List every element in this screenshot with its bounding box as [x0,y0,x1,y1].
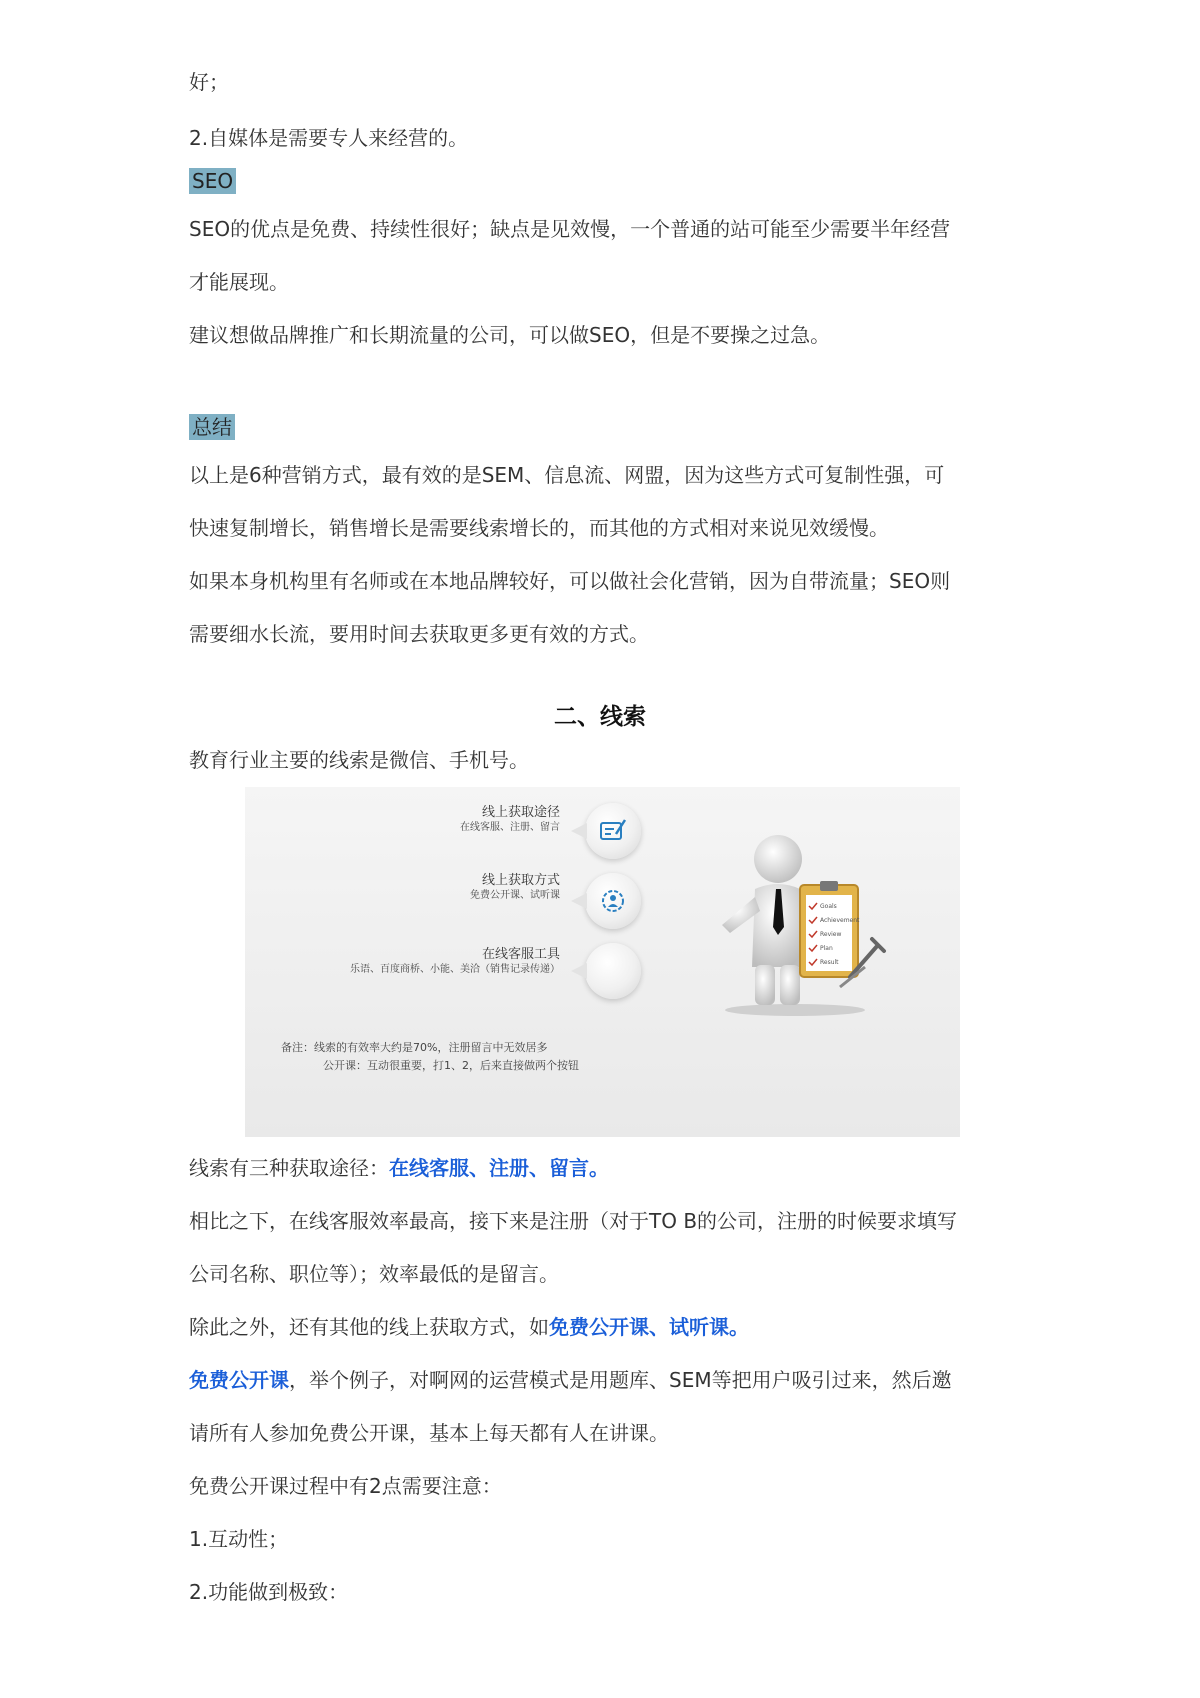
form-edit-icon [598,816,628,846]
seo-heading-label: SEO [189,168,236,194]
text-line: 2.自媒体是需要专人来经营的。 [189,126,469,150]
person-with-clipboard-illustration [700,827,900,1017]
gear-person-icon [598,886,628,916]
clipboard-item: Achievement [820,917,860,924]
text-line: SEO的优点是免费、持续性很好；缺点是见效慢，一个普通的站可能至少需要半年经营 [189,217,951,241]
figure-item-online-methods [470,873,560,903]
seo-heading [189,167,236,195]
highlighted-term: 免费公开课 [189,1368,289,1392]
text-segment: 线索有三种获取途径： [189,1156,389,1180]
clipboard-item: Result [820,959,839,966]
text-line [189,1313,749,1341]
text-segment: 。 [729,1315,749,1339]
highlighted-term: 在线客服、注册、留言 [389,1156,589,1180]
figure-item-title: 在线客服工具 [481,947,560,962]
summary-heading [189,413,235,441]
text-line [189,1366,952,1394]
text-line: 1.互动性； [189,1527,289,1551]
text-line: 请所有人参加免费公开课，基本上每天都有人在讲课。 [189,1421,669,1445]
figure-item-title: 线上获取方式 [481,873,560,888]
text-line: 好； [189,70,229,94]
figure-item-subtitle: 在线客服、注册、留言 [460,822,560,833]
text-line: 如果本身机构里有名师或在本地品牌较好，可以做社会化营销，因为自带流量；SEO则 [189,569,951,593]
clipboard-item: Plan [820,945,833,952]
text-line: 公司名称、职位等）；效率最低的是留言。 [189,1262,559,1286]
clipboard-item: Review [820,931,842,938]
text-line: 建议想做品牌推广和长期流量的公司，可以做SEO，但是不要操之过急。 [189,323,831,347]
figure-item-chat-tools [350,947,560,977]
summary-heading-label: 总结 [189,414,235,440]
figure-note: 备注：线索的有效率大约是70%，注册留言中无效居多 [281,1041,548,1054]
text-line: 相比之下，在线客服效率最高，接下来是注册（对于TO B的公司，注册的时候要求填写 [189,1209,958,1233]
section-title: 二、线索 [554,704,646,730]
figure-note: 公开课：互动很重要，打1、2，后来直接做两个按钮 [323,1059,579,1072]
gear-person-icon-bubble [585,873,641,929]
clipboard-item: Goals [820,903,837,910]
empty-bubble [585,943,641,999]
text-line: 2.功能做到极致： [189,1580,349,1604]
highlighted-term: 免费公开课、试听课 [549,1315,729,1339]
figure-item-title: 线上获取途径 [481,805,560,820]
text-segment: 除此之外，还有其他的线上获取方式，如 [189,1315,549,1339]
form-icon-bubble [585,803,641,859]
text-line: 免费公开课过程中有2点需要注意： [189,1474,502,1498]
intro-line: 教育行业主要的线索是微信、手机号。 [189,748,529,772]
text-segment: 。 [589,1156,609,1180]
text-line: 以上是6种营销方式，最有效的是SEM、信息流、网盟，因为这些方式可复制性强，可 [189,463,945,487]
figure-item-subtitle: 乐语、百度商桥、小能、美洽（销售记录传递） [350,964,560,975]
figure-item-online-channels [460,805,560,835]
figure-item-subtitle: 免费公开课、试听课 [470,890,560,901]
text-line: 需要细水长流，要用时间去获取更多更有效的方式。 [189,622,649,646]
text-segment: ，举个例子，对啊网的运营模式是用题库、SEM等把用户吸引过来，然后邀 [289,1368,952,1392]
text-line: 快速复制增长，销售增长是需要线索增长的，而其他的方式相对来说见效缓慢。 [189,516,889,540]
lead-sources-figure [245,787,960,1137]
text-line: 才能展现。 [189,270,289,294]
text-line [189,1154,609,1182]
